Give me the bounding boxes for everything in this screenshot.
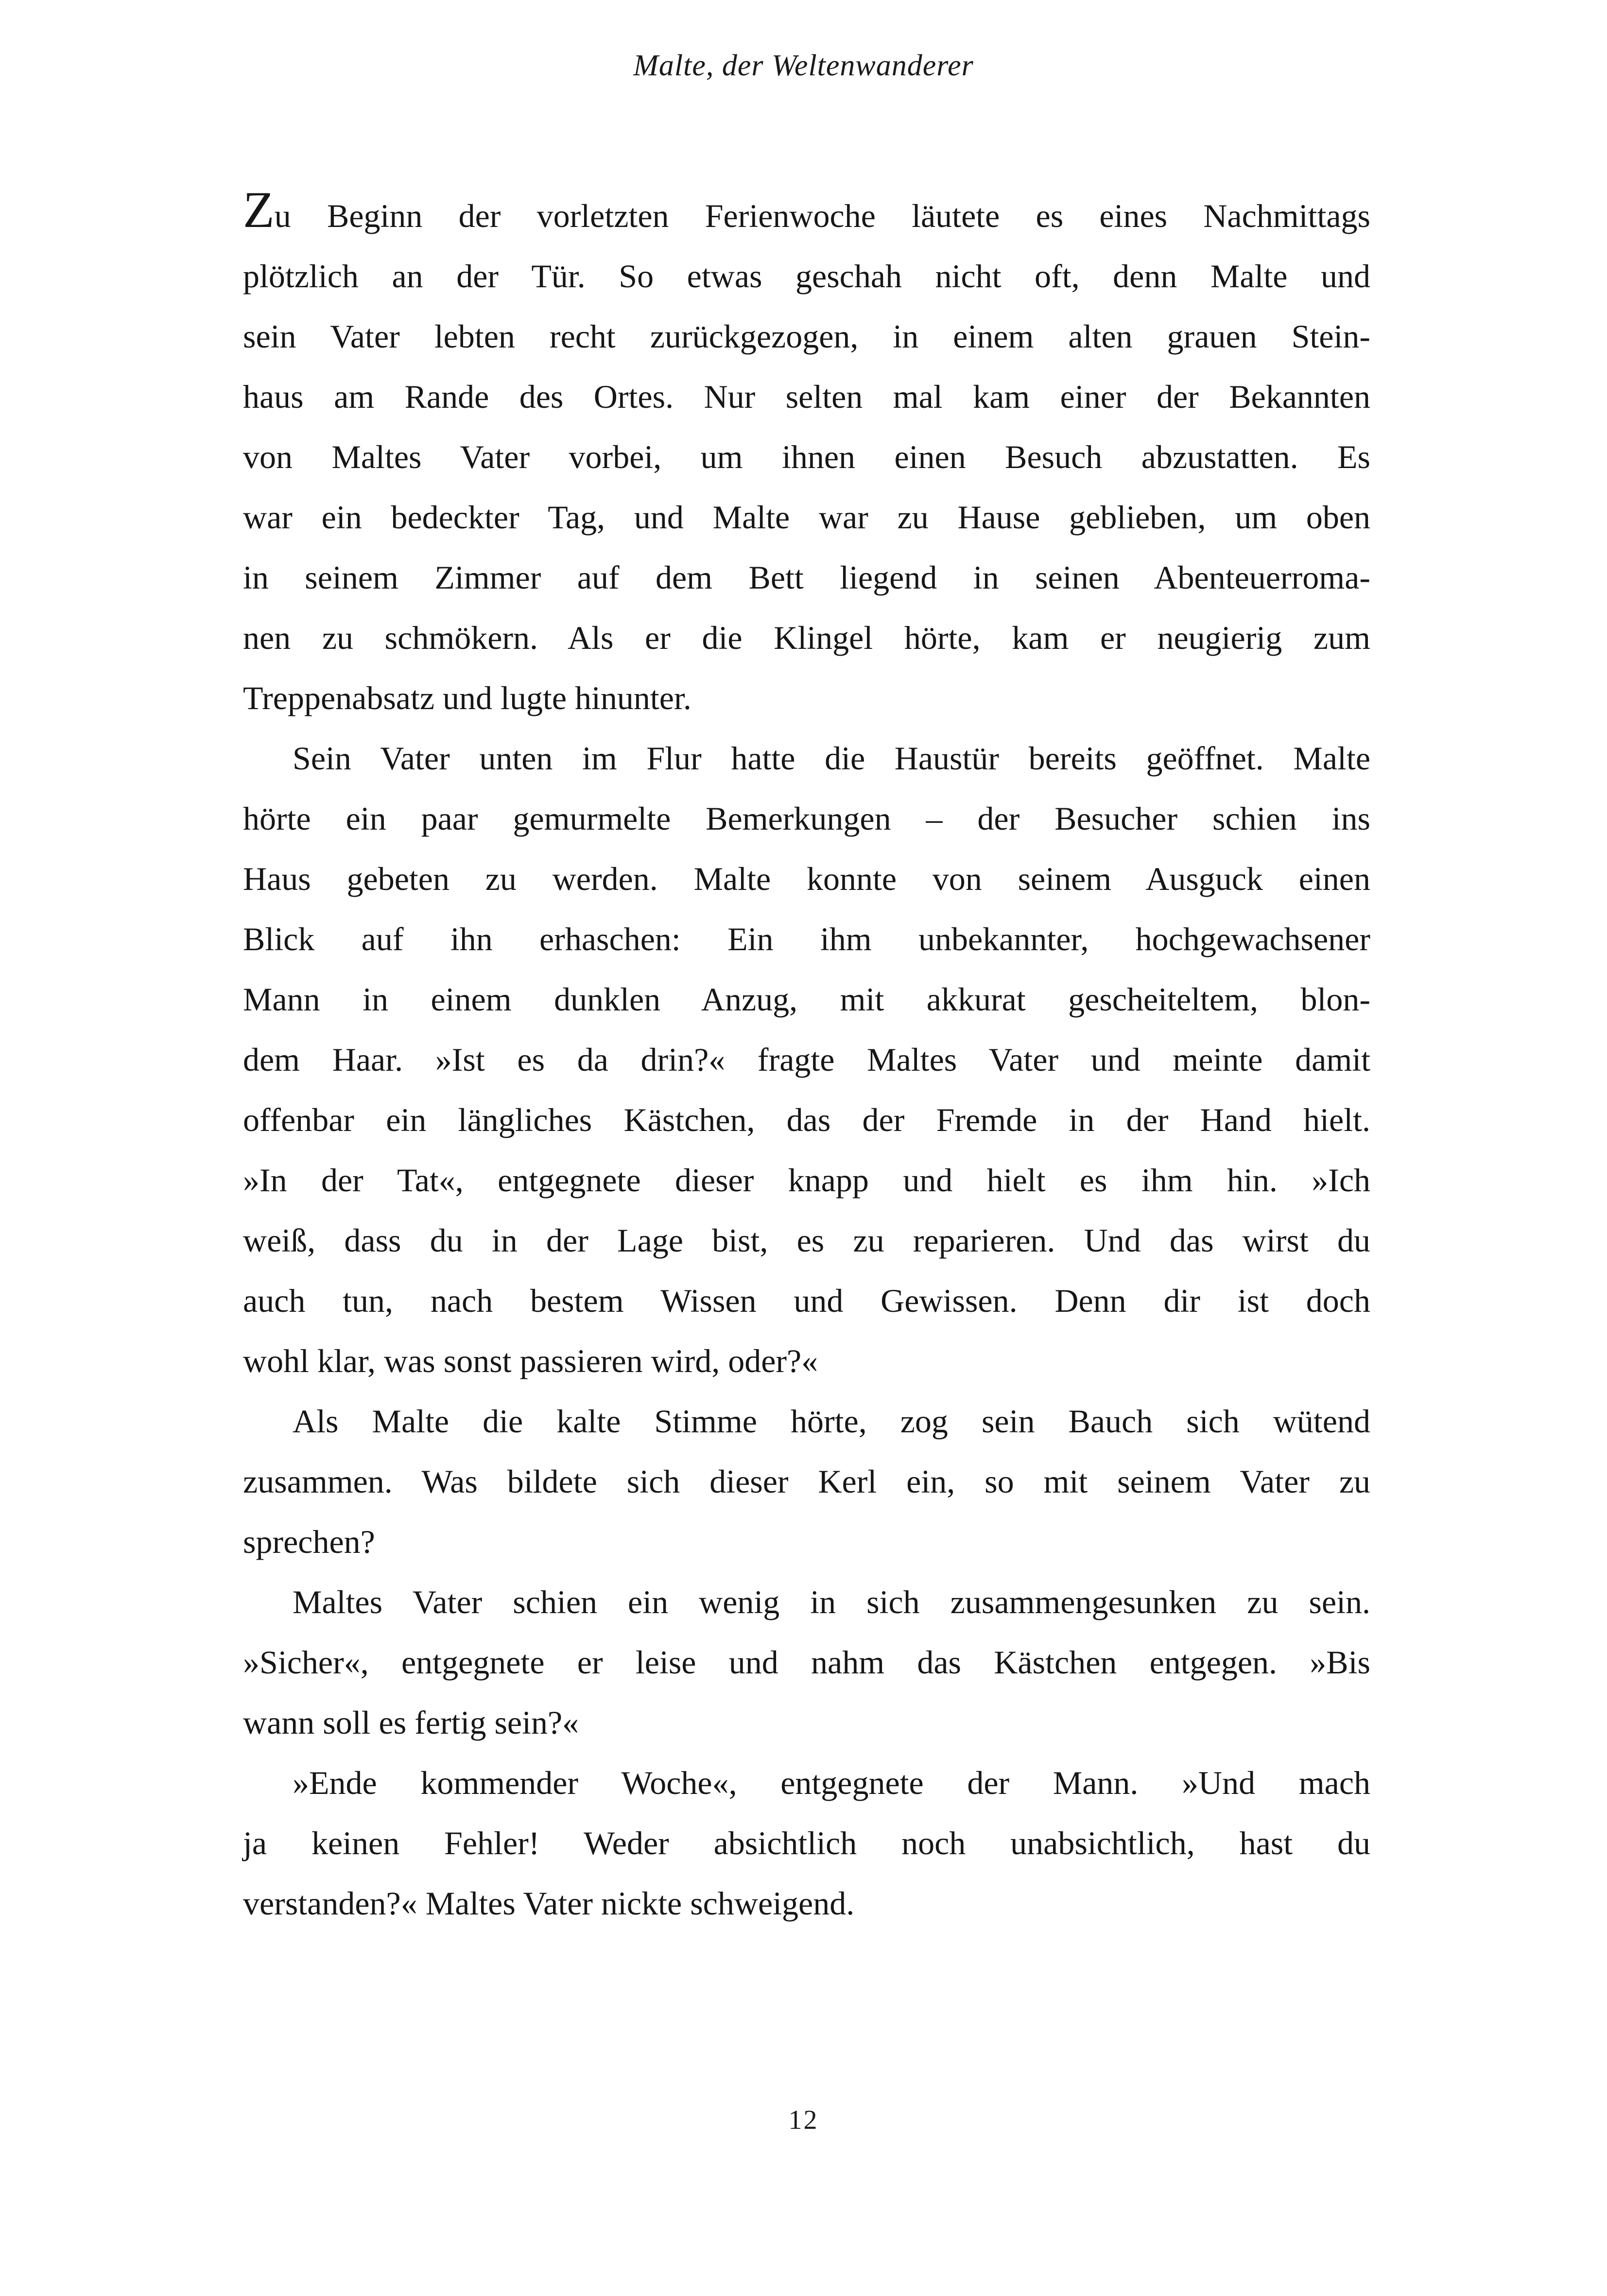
text-line: sprechen?: [243, 1523, 375, 1560]
text-line: Blick auf ihn erhaschen: Ein ihm unbekannter, hochgewachsener: [243, 921, 1370, 957]
text-line: Treppenabsatz und lugte hinunter.: [243, 679, 691, 716]
text-line: plötzlich an der Tür. So etwas geschah nicht oft, denn Malte und: [243, 258, 1370, 295]
text-line: Haus gebeten zu werden. Malte konnte von seinem Ausguck einen: [243, 860, 1370, 897]
text-line: Zu Beginn der vorletzten Ferienwoche läutete es eines Nachmittags: [243, 181, 1370, 238]
paragraph: [243, 728, 1370, 1391]
text-line: zusammen. Was bildete sich dieser Kerl ein, so mit seinem Vater zu: [243, 1463, 1370, 1500]
drop-cap-initial: Z: [243, 181, 275, 238]
body-text: [243, 181, 1370, 1933]
text-line: auch tun, nach bestem Wissen und Gewissen. Denn dir ist doch: [243, 1282, 1370, 1319]
text-line: Mann in einem dunklen Anzug, mit akkurat gescheiteltem, blon-: [243, 981, 1370, 1018]
text-line: weiß, dass du in der Lage bist, es zu reparieren. Und das wirst du: [243, 1222, 1370, 1259]
text-line: Maltes Vater schien ein wenig in sich zusammengesunken zu sein.: [293, 1583, 1370, 1620]
text-line: Als Malte die kalte Stimme hörte, zog sein Bauch sich wütend: [293, 1403, 1370, 1440]
paragraph: [243, 181, 1370, 728]
paragraph: [243, 1572, 1370, 1753]
paragraph: [243, 1391, 1370, 1572]
paragraph: [243, 1753, 1370, 1933]
text-line: wann soll es fertig sein?«: [243, 1704, 579, 1741]
text-line: von Maltes Vater vorbei, um ihnen einen Besuch abzustatten. Es: [243, 438, 1370, 475]
text-line: haus am Rande des Ortes. Nur selten mal kam einer der Bekannten: [243, 378, 1370, 415]
text-line: Sein Vater unten im Flur hatte die Haustür bereits geöffnet. Malte: [293, 740, 1370, 777]
text-line: war ein bedeckter Tag, und Malte war zu Hause geblieben, um oben: [243, 499, 1370, 536]
text-line: dem Haar. »Ist es da drin?« fragte Maltes Vater und meinte damit: [243, 1041, 1370, 1078]
text-line: hörte ein paar gemurmelte Bemerkungen – der Besucher schien ins: [243, 800, 1370, 837]
text-line: »Sicher«, entgegnete er leise und nahm das Kästchen entgegen. »Bis: [243, 1644, 1370, 1681]
text-line: in seinem Zimmer auf dem Bett liegend in seinen Abenteuerroma-: [243, 559, 1370, 596]
text-line: »In der Tat«, entgegnete dieser knapp und hielt es ihm hin. »Ich: [243, 1162, 1370, 1199]
text-line: ja keinen Fehler! Weder absichtlich noch unabsichtlich, hast du: [243, 1825, 1370, 1861]
text-line: sein Vater lebten recht zurückgezogen, in einem alten grauen Stein-: [243, 318, 1370, 355]
text-line: »Ende kommender Woche«, entgegnete der Mann. »Und mach: [293, 1764, 1370, 1801]
text-line: verstanden?« Maltes Vater nickte schweigend.: [243, 1885, 855, 1922]
text-line: nen zu schmökern. Als er die Klingel hörte, kam er neugierig zum: [243, 619, 1370, 656]
text-line: wohl klar, was sonst passieren wird, oder?«: [243, 1342, 818, 1379]
text-line: offenbar ein längliches Kästchen, das der Fremde in der Hand hielt.: [243, 1101, 1370, 1138]
running-header: Malte, der Weltenwanderer: [633, 49, 974, 82]
page-number: 12: [788, 2105, 819, 2135]
